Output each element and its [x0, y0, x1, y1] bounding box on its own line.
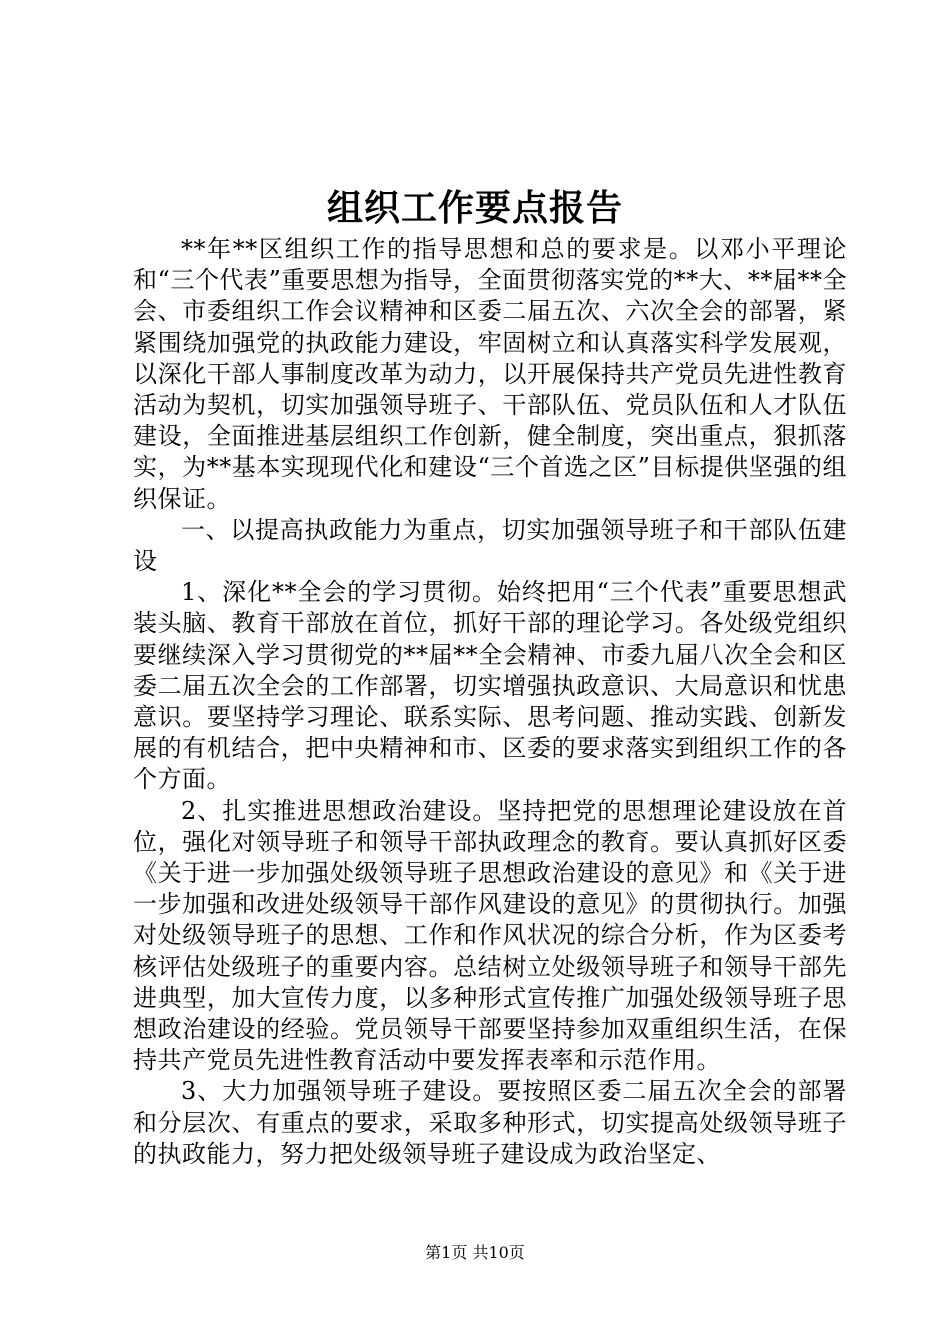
paragraph-item-1: 1、深化**全会的学习贯彻。始终把用“三个代表”重要思想武装头脑、教育干部放在首位，抓好干部的理论学习。各处级党组织要继续深入学习贯彻党的**届**全会精神、市委九届八次全会和区委二届五次全会的工作部署，切实增强执政意识、大局意识和忧患意识。要坚持学习理论、联系实际、思考问题、推动实践、创新发展的有机结合，把中央精神和市、区委的要求落实到组织工作的各个方面。	[133, 578, 847, 794]
section-heading-1: 一、以提高执政能力为重点，切实加强领导班子和干部队伍建设	[133, 515, 847, 576]
page-number: 第1页 共10页	[425, 1243, 525, 1262]
paragraph-item-2: 2、扎实推进思想政治建设。坚持把党的思想理论建设放在首位，强化对领导班子和领导干部执政理念的教育。要认真抓好区委《关于进一步加强处级领导班子思想政治建设的意见》和《关于进一步加强和改进处级领导干部作风建设的意见》的贯彻执行。加强对处级领导班子的思想、工作和作风状况的综合分析，作为区委考核评估处级班子的重要内容。总结树立处级领导班子和领导干部先进典型，加大宣传力度，以多种形式宣传推广加强处级领导班子思想政治建设的经验。党员领导干部要坚持参加双重组织生活，在保持共产党员先进性教育活动中要发挥表率和示范作用。	[133, 796, 847, 1075]
paragraph-item-3: 3、大力加强领导班子建设。要按照区委二届五次全会的部署和分层次、有重点的要求，采取多种形式，切实提高处级领导班子的执政能力，努力把处级领导班子建设成为政治坚定、	[133, 1077, 847, 1168]
document-body	[133, 234, 847, 1170]
document-title: 组织工作要点报告	[326, 187, 623, 229]
paragraph-intro: **年**区组织工作的指导思想和总的要求是。以邓小平理论和“三个代表”重要思想为指导，全面贯彻落实党的**大、**届**全会、市委组织工作会议精神和区委二届五次、六次全会的部署，紧紧围绕加强党的执政能力建设，牢固树立和认真落实科学发展观，以深化干部人事制度改革为动力，以开展保持共产党员先进性教育活动为契机，切实加强领导班子、干部队伍、党员队伍和人才队伍建设，全面推进基层组织工作创新，健全制度，突出重点，狠抓落实，为**基本实现现代化和建设“三个首选之区”目标提供坚强的组织保证。	[133, 235, 847, 513]
